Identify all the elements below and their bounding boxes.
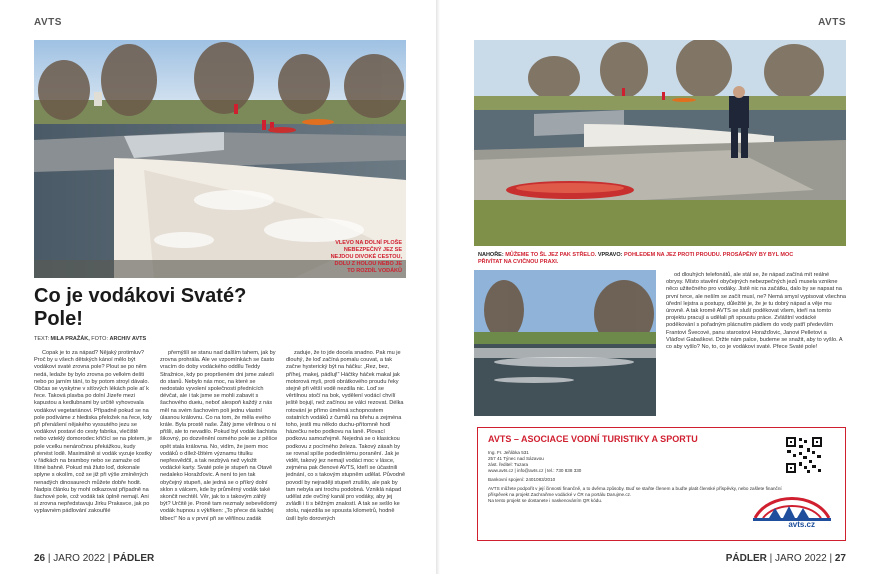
article-column-3 xyxy=(286,350,406,523)
right-page xyxy=(440,0,880,574)
folio-right: PÁDLER | JARO 2022 | 27 xyxy=(725,553,846,564)
ad-line: AVTS můžete podpořit v její činnosti finančně, a to dvěma způsoby. Buď se staňte členem a buďte platit členské příspěvky, nebo zašlete finanční příspěvek na projekt Zachraňme vodácké v ČR na portálu Darujme.cz. xyxy=(488,486,782,497)
article-title xyxy=(34,285,314,331)
magazine-name: PÁDLER xyxy=(725,553,767,564)
avts-ad-box xyxy=(477,427,846,541)
credits-photo-prefix: FOTO: xyxy=(91,336,108,342)
article-column-4 xyxy=(666,272,846,351)
qr-code-icon[interactable] xyxy=(785,436,823,474)
column-text: přemýšlí se stanu nad dalším tahem, jak by zrovna prohrála. Ale ve vzpomínkách se často vracím do doby vodáckého oddílu Teddy Stražnice, kdy po propršeném dni jsme zalezli do stanů. Nebylo nás moc, na které se nedostalo vyvolení společnosti přednících dévčat, ale i tak jsme se mohli zabavit s šachového dueiu, neboť alespoň každý z nás měl na svém šachovém poli jednu vlastní úlasnou královnu. Co na tom, že měla evého krále. Byla prostě naše. Žátý jsme věrilnou o ni přišli, ale to nevadilo. Pokud byl vodák šachista šikovný, po dozvěnění osmého pole se z pěšce opět stala královna. No, vidím, že jsem moc vodáků o dílež-lžitém významu titulku nepřesvědčil, a tak nezbývá než vyložit vodácké karty. Svaté pole je stupeň na Otavě nedaleko Horažďovic. A není to jen tak obyčejný stupeň, ale jedná se o příkrý dolní sklon s válcem, kde by průměrný vodák také skončit nechtěl. Věr, jak to s takovým záhlý být? Určitě je. Proně tam nezmaly sebevědomý vodák hupnou s výkřiken: „To přece dá každej blbec!“ No a v první při se věřilnou zadák xyxy=(160,350,278,522)
ad-line: Bankovní spojení: 2401083/2010 xyxy=(488,477,556,482)
title-line-2: Pole! xyxy=(34,308,83,330)
article-column-1 xyxy=(34,350,152,516)
column-text: zaduje, že to jde docela snadno. Pak mu je dlouhý, že loď začíná pomalu couvat, a tak začne hysterický být na háčku: „Rez, bez, příhej, makej, pádluj!“ Háčtky háček makal jak motorová myš, proti obrátkového proudu řeky stejně při větší vodě nezdila nic. Loď se věrtilnou stočí na bok, vydělení vodácí chvílí ještě bojují, než začínou se válci rezovat. Délka rotování je přímo úměrná schopnostem ostatních vodáků z čumilů na břehu a zejména toho, jestli mu někdo duchu-přítomně hodí házečku nebo podkovu na laně. Plovací podkovu samozřejmě. Nejedná se o klasickou podkovu z pocírného železa. Takový zásah by se rovnal spíše podedíníému poranění. Jak je vidět, takový jez nemají vodáci moc v lásce, zejména pak členové AVTS, kteří se účastnili jednání, co s takovým stupněm udělat. Původně povodí by nejraději stupeň zrušilo, ale pak by tam nebyla ani trochu podobná. Vzniklá nápad udělat zde ovčíný kanál pro vodáky, aby jej zvládli i ti s běžným znalostí. A tak se sešlo ke stolu, najezdila se spousta kilometrů, hodně úsilí bylo dorovných xyxy=(286,350,406,522)
caption-label: NAHOŘE: xyxy=(478,252,504,258)
magazine-name: PÁDLER xyxy=(113,553,155,564)
ad-line: 257 41 Týnec nad Sázavou xyxy=(488,456,544,461)
credits-photo: ARCHIV AVTS xyxy=(109,336,147,342)
ad-line: Ing. Fr. Jeřábka 531 xyxy=(488,450,529,455)
title-line-1: Co je vodákovi Svaté? xyxy=(34,285,247,307)
weir-photo-top xyxy=(474,40,846,246)
article-column-2 xyxy=(160,350,278,523)
ad-line: Na tento projekt se dostanete i naskenováním QR kódu. xyxy=(488,498,603,503)
caption-text: POHLEDEM NA JEZ PROTI PROUDU. PROSÁPĚNÝ BY BYL MOC PŘIVÍTAT NA CVIČNOU PRAXI. xyxy=(478,252,794,265)
article-credits xyxy=(34,336,146,342)
caption-text: MŮŽEME TO ŠL JEZ PAK STŘELO. xyxy=(505,252,597,258)
ad-body xyxy=(488,450,788,504)
page-number: 27 xyxy=(834,553,846,564)
photo-caption xyxy=(478,252,808,266)
section-tag: AVTS xyxy=(818,17,846,28)
column-text: od dlouhých telefonátů, ale stál se, že nápad začíná mít reálné obrysy. Místo stavění obyčejných nebezpečných jezů musela vznikne něco užitečného pro vodáky. Jistě nic na začátku, dalo by se napsat na první tvrce, ale neším se začít musí, ne? Nemá smysl vypisovat všechna úřední lejstra a postupy, důležité je, že je tu dobrý nápad a věje mu úrovně. A tak kromě AVTS se sluší poděkovat všem, kteří na tomto projektu pracují a udělali při spoustu práce. Zvláštní vodácké poděkování s pořadným plácnutím pádlem do vody patří především Frantovi Švecové, panu starostovi Horažďovic, Janovi Pelletovi a Vláďovi Gabaškovi. Držte nám palce, budeme se snažit, aby to vyšlo. A co aby vyšlo? No, to, co je vodákovi svaté. Přece Svaté pole! xyxy=(666,272,846,351)
column-text: Copak je to za nápad? Nějaký protimluv? Proč by u všech dětských kánoí mělo být vodákovi svaté zrovna pole? Plout se po něm nedá, ledaže by bylo zrovna po velkém dešti nebo po jarním tání, to by potom stroyl dávalo. Občas se vyskytne v síťových lékách pole ať k řece. Taková plavba po dolní Jizeře mezi kapustou a kedlubnami by určitě vyhovovala vodákovi vegetariánovi. Případně pokud se na pole podíváme z hlediska přeložek na řece, kdy při přenášení nějakého vyssutého jezu se vodákovi postaví do cesty fabrika, vlečiště nebo vzteklý domorodec křičící se na plotem, je pole vcelku nenáročnou překážkou, kudy přenést lodě. Maximálně si vodák vyzuje kostky v řádkách na bramboy nebo se zamaže od lítiné bahně. Pokud má žluto loď, dokonale splyne s okolím, což se již při výše zmíněných nenadých dinosaurech můžete dobře hodit. Nadpis článku by mohl odkazovat případně na šachové pole, což vodák tak úplně nemají. Ani si zrovna nepředstavuju Jirku Prakavce, jak po vyplavném pádlování zakouřilé xyxy=(34,350,152,515)
weir-photo-bottom xyxy=(474,270,656,416)
ad-title: AVTS – ASOCIACE VODNÍ TURISTIKY A SPORTU xyxy=(488,434,698,444)
page-number: 26 xyxy=(34,553,46,564)
ad-line[interactable]: www.avts.cz | info@avts.cz | tel.: 730 838 330 xyxy=(488,468,582,473)
caption-label: VPRAVO: xyxy=(597,252,623,258)
credits-prefix: TEXT: xyxy=(34,336,49,342)
credits-author: MILA PRAŽÁK, xyxy=(50,336,90,342)
photo-caption: VLEVO NA DOLNÍ PLOŠE NEBEZPEČNÝ JEZ SE NEJDOU DIVOKÉ CESTOU, DOLU Z HOLOU NEBO JE TO ROZDÍL VODÁKŮ xyxy=(330,240,402,274)
folio-left: 26 | JARO 2022 | PÁDLER xyxy=(34,553,155,564)
issue: JARO 2022 xyxy=(53,553,105,564)
ad-line: zást. ředitel: Tuzara xyxy=(488,462,529,467)
avts-logo-text[interactable]: avts.cz xyxy=(788,520,815,529)
issue: JARO 2022 xyxy=(775,553,827,564)
section-tag: AVTS xyxy=(34,17,62,28)
